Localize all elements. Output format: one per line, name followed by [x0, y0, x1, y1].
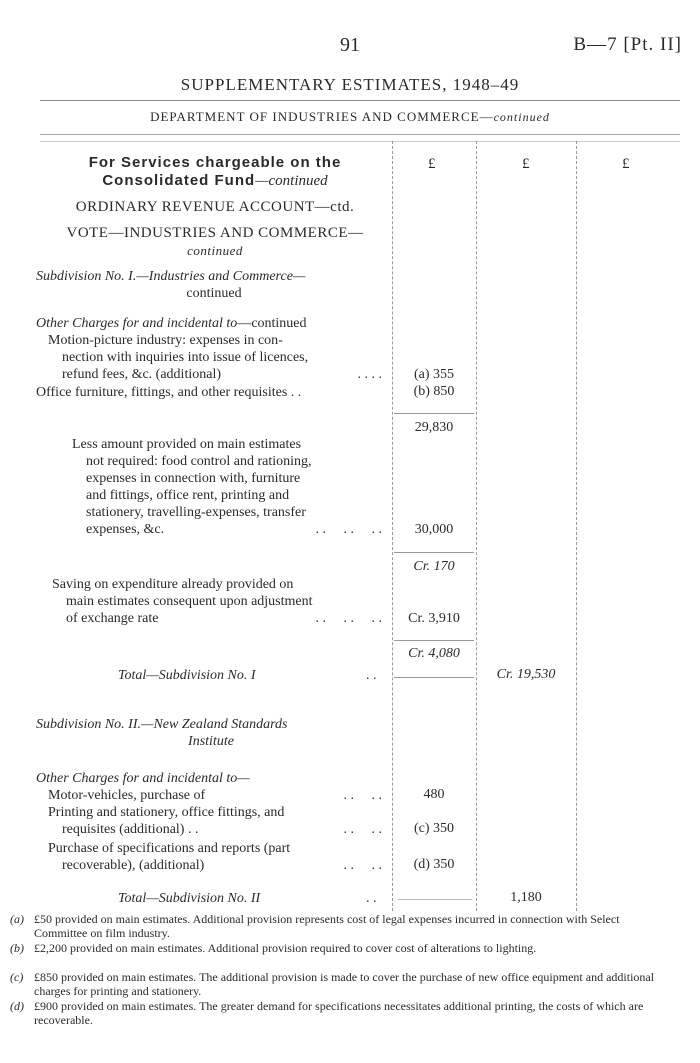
- total-2-label: Total—Subdivision No. II: [118, 891, 261, 906]
- item-motion-picture-l2: nection with inquiries into issue of licences,: [62, 350, 309, 365]
- other-charges-1-italic: Other Charges for and incidental to: [36, 316, 238, 331]
- currency-header-1: £: [428, 156, 436, 172]
- footnote-d-mark: (d): [10, 999, 24, 1013]
- footnote-c-text: £850 provided on main estimates. The additional provision is made to cover the purchase of new office equipment and additional charges for printing and stationery.: [34, 970, 655, 998]
- net-1-rule: [394, 552, 474, 553]
- vote-line1: VOTE—INDUSTRIES AND COMMERCE—: [66, 225, 364, 241]
- item-printing-l1: Printing and stationery, office fittings, and: [48, 805, 285, 820]
- item-motion-picture-l3: refund fees, &c. (additional): [62, 367, 221, 382]
- currency-header-2: £: [522, 156, 530, 172]
- total-1-amount: Cr. 19,530: [496, 667, 556, 682]
- item-office-furniture: Office furniture, fittings, and other requisites . .: [36, 385, 302, 400]
- total-1-dots: . .: [366, 668, 377, 683]
- column-divider-3: [576, 141, 577, 911]
- less-line-2: not required: food control and rationing,: [86, 454, 312, 469]
- item-specifications-dots: . . . .: [343, 858, 382, 873]
- net-2: Cr. 4,080: [408, 646, 460, 661]
- total-2-dots: . .: [366, 891, 377, 906]
- item-specifications: [48, 840, 382, 874]
- department-name: DEPARTMENT OF INDUSTRIES AND COMMERCE—: [150, 109, 494, 124]
- item-printing-dots: . . . .: [343, 822, 382, 837]
- amount-printing: (c) 350: [413, 821, 455, 836]
- saving-line-3: of exchange rate: [66, 611, 159, 626]
- less-dots: . . . . . .: [315, 522, 382, 537]
- footnote-b-mark: (b): [10, 941, 24, 955]
- other-charges-1-rest: —continued: [237, 316, 307, 331]
- footnote-d-text: £900 provided on main estimates. The greater demand for specifications necessitates additional printing, the costs of which are recoverable.: [34, 999, 644, 1027]
- vote-heading: [40, 224, 390, 260]
- less-line-3: expenses in connection with, furniture: [86, 471, 301, 486]
- subdivision-1-line2: continued: [186, 286, 242, 301]
- column-divider-2: [476, 141, 477, 911]
- total-1-label: Total—Subdivision No. I: [118, 668, 256, 683]
- subdivision-2-line2: Institute: [188, 734, 234, 749]
- department-rule: [40, 134, 680, 135]
- item-printing-l2: requisites (additional) . .: [62, 822, 199, 837]
- less-line-6: expenses, &c.: [86, 522, 165, 537]
- footnote-a-mark: (a): [10, 912, 24, 926]
- item-motor-vehicles-label: Motor-vehicles, purchase of: [48, 788, 206, 803]
- page-title: SUPPLEMENTARY ESTIMATES, 1948–49: [180, 75, 520, 94]
- other-charges-2-heading: Other Charges for and incidental to—: [36, 771, 250, 786]
- item-motor-vehicles-dots: . . . .: [343, 788, 382, 803]
- services-heading-line1: For Services chargeable on the: [88, 154, 342, 171]
- amount-office-furniture: (b) 850: [413, 384, 455, 399]
- item-motion-picture-l1: Motion-picture industry: expenses in con-: [48, 333, 283, 348]
- net-1: Cr. 170: [413, 559, 455, 574]
- document-reference: B—7 [Pt. II]: [573, 34, 682, 55]
- amount-less: 30,000: [414, 522, 454, 537]
- other-charges-1-heading: [36, 315, 392, 332]
- footnote-a-text: £50 provided on main estimates. Additional provision represents cost of legal expenses incurred in connection with Select Committee on film industry.: [34, 912, 620, 940]
- footnote-a: [10, 912, 674, 940]
- services-heading-line2: Consolidated Fund: [102, 172, 256, 189]
- services-heading-cont: —continued: [255, 173, 328, 189]
- footnote-c: [10, 970, 674, 998]
- subdivision-2-line1: Subdivision No. II.—New Zealand Standards: [36, 717, 288, 732]
- footnote-b-text: £2,200 provided on main estimates. Additional provision required to cover cost of alterations to lighting.: [34, 941, 537, 955]
- saving-line-1: Saving on expenditure already provided on: [52, 577, 294, 592]
- footnote-c-mark: (c): [10, 970, 24, 984]
- services-heading: [40, 154, 390, 190]
- amount-motor-vehicles: 480: [423, 787, 445, 802]
- total-2-amount: 1,180: [510, 890, 542, 905]
- footnote-b: [10, 941, 674, 955]
- amount-motion-picture: (a) 355: [413, 367, 455, 382]
- subdivision-2-heading: [36, 716, 386, 750]
- item-motion-picture-dots: . . . .: [357, 367, 382, 382]
- total-2-rule: [398, 899, 472, 900]
- saving-text: [52, 576, 382, 627]
- currency-header-3: £: [622, 156, 630, 172]
- net-2-bottom-rule: [394, 677, 474, 678]
- item-printing: [48, 804, 382, 838]
- amount-saving: Cr. 3,910: [408, 611, 460, 626]
- net-2-rule: [394, 640, 474, 641]
- account-heading: ORDINARY REVENUE ACCOUNT—ctd.: [75, 199, 355, 215]
- subdivision-1-heading: [36, 268, 392, 302]
- less-line-1: Less amount provided on main estimates: [72, 437, 302, 452]
- page-number: 91: [340, 34, 360, 56]
- less-line-5: stationery, travelling-expenses, transfer: [86, 505, 306, 520]
- footnote-d: [10, 999, 674, 1027]
- subdivision-1-line1: Subdivision No. I.—Industries and Commerce—: [36, 269, 306, 284]
- department-line: [0, 109, 700, 125]
- less-line-4: and fittings, office rent, printing and: [86, 488, 290, 503]
- saving-dots: . . . . . .: [315, 611, 382, 626]
- column-top-rule: [40, 141, 680, 142]
- item-specifications-l1: Purchase of specifications and reports (part: [48, 841, 291, 856]
- item-motion-picture: [48, 332, 382, 383]
- department-cont: continued: [493, 110, 550, 124]
- subtotal-1: 29,830: [414, 420, 454, 435]
- item-motor-vehicles: [48, 787, 382, 804]
- vote-line2: continued: [187, 243, 243, 258]
- column-divider-1: [392, 141, 393, 911]
- less-amount-text: [72, 436, 382, 538]
- subtotal-1-rule: [394, 413, 474, 414]
- amount-specifications: (d) 350: [413, 857, 455, 872]
- item-specifications-l2: recoverable), (additional): [62, 858, 205, 873]
- saving-line-2: main estimates consequent upon adjustment: [66, 594, 313, 609]
- title-rule: [40, 100, 680, 101]
